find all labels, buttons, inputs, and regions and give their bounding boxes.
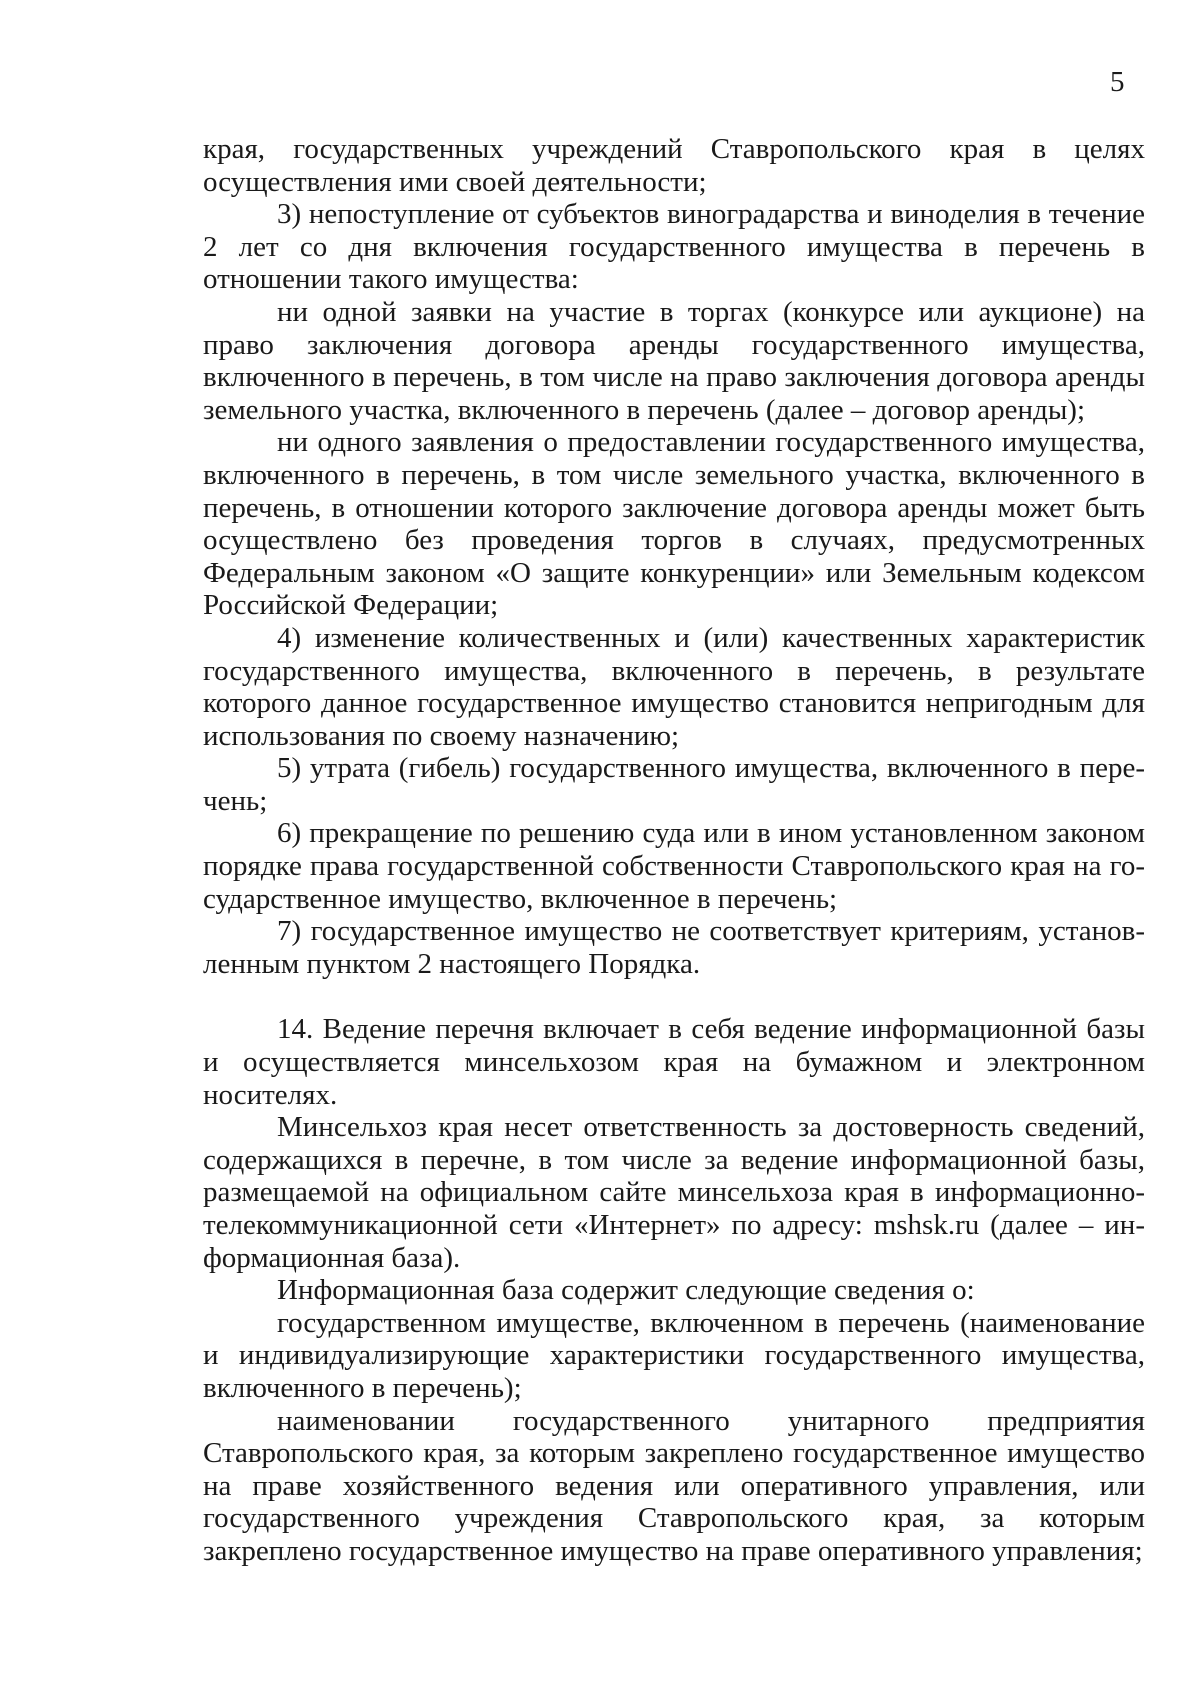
paragraph-database-contents: Информационная база содержит следующие сведения о: <box>277 1274 975 1307</box>
paragraph-item-3: 3) непоступление от субъектов виноградарства и виноделия в течение 2 лет со дня включения государственного имущества в перечень в отношении такого имущества: <box>203 198 1145 296</box>
paragraph-section-14: 14. Ведение перечня включает в себя ведение информационной базы и осуществляется минсельхозом края на бумажном и электронном носителях. <box>203 1013 1145 1111</box>
paragraph-item-6: 6) прекращение по решению суда или в ином установленном законом порядке права государственной собственности Ставропольского края на государственное имущество, включенное в перечень; <box>203 817 1145 915</box>
paragraph-responsibility: Минсельхоз края несет ответственность за достоверность сведений, содержащихся в перечне, в том числе за ведение информационной базы, размещаемой на официальном сайте минсельхоза края в информационно-телекоммуникационной сети «Интернет» по адресу: mshsk.ru (далее – информационная база). <box>203 1111 1145 1274</box>
paragraph-item-7: 7) государственное имущество не соответствует критериям, установленным пунктом 2 настоящего Порядка. <box>203 915 1145 980</box>
paragraph-item-5: 5) утрата (гибель) государственного имущества, включенного в перечень; <box>203 752 1145 817</box>
page-number: 5 <box>1110 66 1125 98</box>
paragraph-item-4: 4) изменение количественных и (или) качественных характеристик государственного имущества, включенного в перечень, в результате которого данное государственное имущество становится непригодным для использования по своему назначению; <box>203 621 1145 752</box>
document-body <box>203 133 1145 1568</box>
paragraph-no-application: ни одного заявления о предоставлении государственного имущества, включенного в перечень, в том числе земельного участка, включенного в перечень, в отношении которого заключение договора аренды может быть осуществлено без проведения торгов в случаях, предусмотренных Федеральным законом «О защите конкуренции» или Земельным кодексом Российской Федерации; <box>203 426 1145 622</box>
paragraph-continuation: края, государственных учреждений Ставропольского края в целях осуществления ими своей деятельности; <box>203 133 1145 198</box>
paragraph-enterprise-info: наименовании государственного унитарного предприятия Ставропольского края, за которым закреплено государственное имущество на праве хозяйственного ведения или оперативного управления, или государственного учреждения Ставропольского края, за которым закреплено государственное имущество на праве оперативного управления; <box>203 1404 1145 1567</box>
paragraph-no-bid: ни одной заявки на участие в торгах (конкурсе или аукционе) на право заключения договора аренды государственного имущества, включенного в перечень, в том числе на право заключения договора аренды земельного участка, включенного в перечень (далее – договор аренды); <box>203 295 1145 426</box>
paragraph-property-info: государственном имуществе, включенном в перечень (наименование и индивидуализирующие характеристики государственного имущества, включенного в перечень); <box>203 1306 1145 1404</box>
